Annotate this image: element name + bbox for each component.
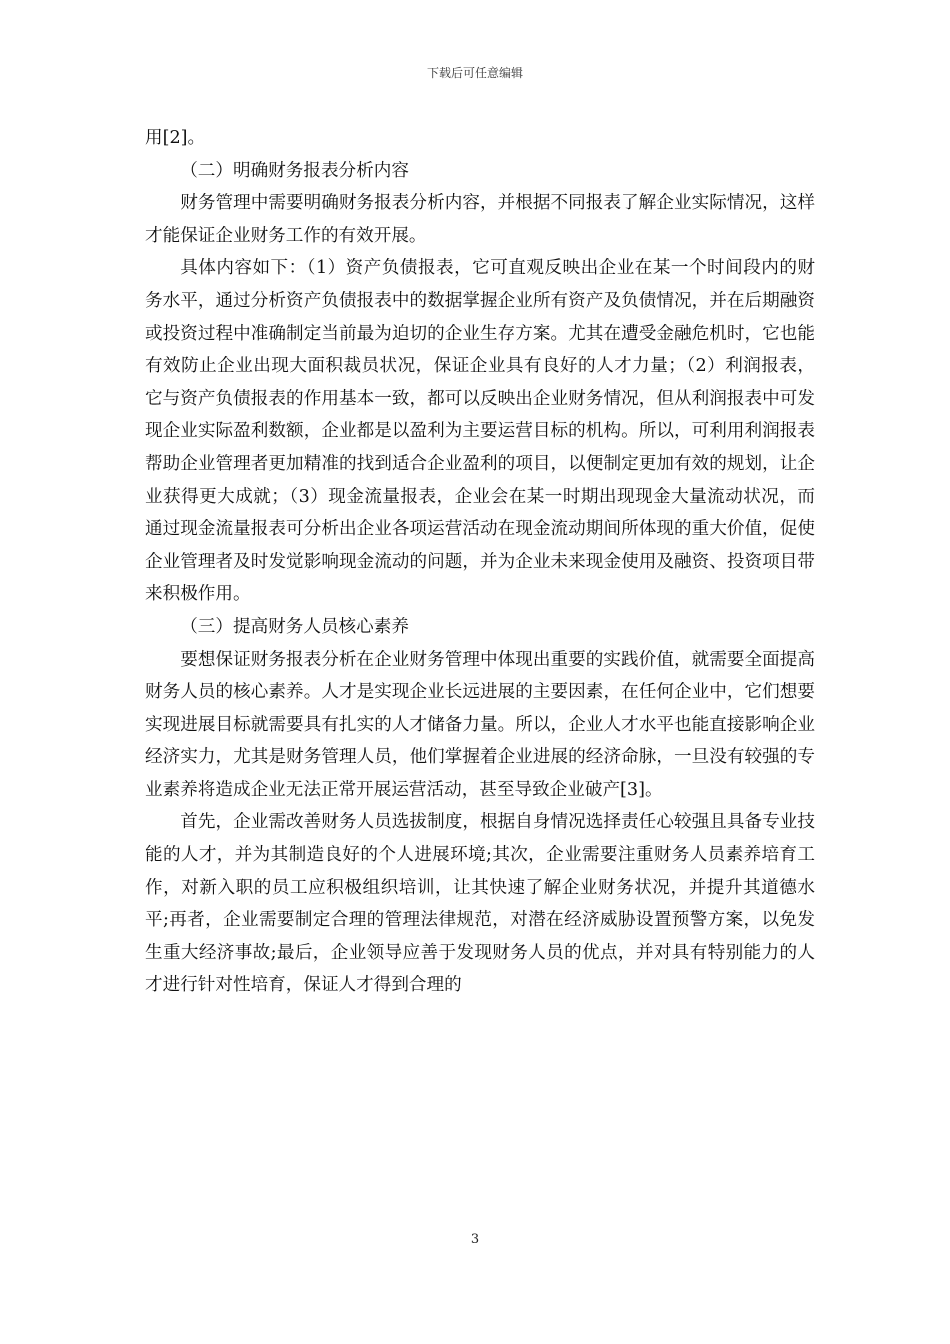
- page-header: 下载后可任意编辑: [426, 66, 523, 80]
- section-heading-3: （三）提高财务人员核心素养: [180, 616, 409, 637]
- page-number: 3: [470, 1232, 480, 1247]
- paragraph: 首先，企业需改善财务人员选拔制度，根据自身情况选择责任心较强且具备专业技能的人才，并为其制造良好的个人进展环境;其次，企业需要注重财务人员素养培育工作，对新入职的员工应积极组织培训，让其快速了解企业财务状况，并提升其道德水平;再者，企业需要制定合理的管理法律规范，对潜在经济威胁设置预警方案，以免发生重大经济事故;最后，企业领导应善于发现财务人员的优点，并对具有特别能力的人才进行针对性培育，保证人才得到合理的: [145, 812, 815, 996]
- paragraph-continuation: 用[2]。: [145, 128, 206, 148]
- paragraph: 财务管理中需要明确财务报表分析内容，并根据不同报表了解企业实际情况，这样才能保证企业财务工作的有效开展。: [145, 193, 815, 246]
- section-heading-2: （二）明确财务报表分析内容: [180, 160, 409, 181]
- document-body: [145, 122, 815, 1002]
- paragraph: 具体内容如下：（1）资产负债报表，它可直观反映出企业在某一个时间段内的财务水平，通过分析资产负债报表中的数据掌握企业所有资产及负债情况，并在后期融资或投资过程中准确制定当前最为迫切的企业生存方案。尤其在遭受金融危机时，它也能有效防止企业出现大面积裁员状况，保证企业具有良好的人才力量；（2）利润报表，它与资产负债报表的作用基本一致，都可以反映出企业财务情况，但从利润报表中可发现企业实际盈利数额，企业都是以盈利为主要运营目标的机构。所以，可利用利润报表帮助企业管理者更加精准的找到适合企业盈利的项目，以便制定更加有效的规划，让企业获得更大成就；（3）现金流量报表，企业会在某一时期出现现金大量流动状况，而通过现金流量报表可分析出企业各项运营活动在现金流动期间所体现的重大价值，促使企业管理者及时发觉影响现金流动的问题，并为企业未来现金使用及融资、投资项目带来积极作用。: [145, 258, 815, 605]
- paragraph: 要想保证财务报表分析在企业财务管理中体现出重要的实践价值，就需要全面提高财务人员的核心素养。人才是实现企业长远进展的主要因素，在任何企业中，它们想要实现进展目标就需要具有扎实的人才储备力量。所以，企业人才水平也能直接影响企业经济实力，尤其是财务管理人员，他们掌握着企业进展的经济命脉，一旦没有较强的专业素养将造成企业无法正常开展运营活动，甚至导致企业破产[3]。: [145, 649, 815, 800]
